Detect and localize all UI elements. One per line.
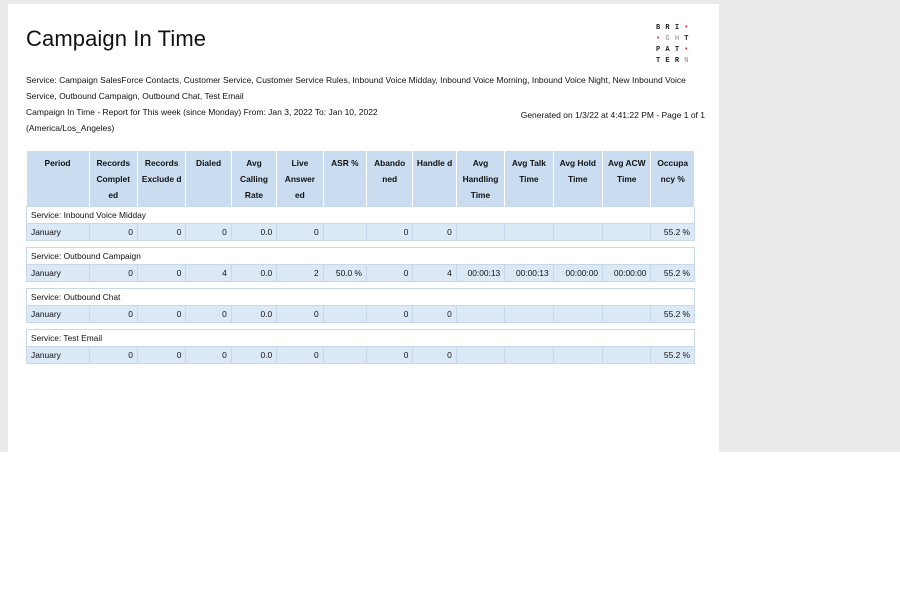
spacer-cell xyxy=(27,241,695,248)
table-cell xyxy=(456,306,504,323)
table-cell: 0.0 xyxy=(231,224,276,241)
table-cell: 0 xyxy=(366,224,412,241)
column-header: Avg ACW Time xyxy=(603,151,651,207)
service-group-row xyxy=(27,207,695,224)
group-spacer xyxy=(27,323,695,330)
table-cell xyxy=(603,306,651,323)
column-header: Dialed xyxy=(186,151,231,207)
table-cell xyxy=(505,347,553,364)
table-cell xyxy=(603,224,651,241)
table-cell xyxy=(505,306,553,323)
table-cell xyxy=(505,224,553,241)
table-row xyxy=(27,265,695,282)
table-cell xyxy=(323,306,366,323)
report-title: Campaign In Time xyxy=(26,26,207,51)
column-header: Abando ned xyxy=(366,151,412,207)
table-cell: 0 xyxy=(366,306,412,323)
group-spacer xyxy=(27,282,695,289)
column-header: Avg Handling Time xyxy=(456,151,504,207)
table-cell: 00:00:00 xyxy=(603,265,651,282)
table-cell: 0 xyxy=(413,224,456,241)
service-group-row xyxy=(27,248,695,265)
table-cell: 0 xyxy=(186,347,231,364)
table-cell xyxy=(553,306,602,323)
table-cell: 00:00:13 xyxy=(456,265,504,282)
column-header: Avg Hold Time xyxy=(553,151,602,207)
column-header: Records Exclude d xyxy=(137,151,185,207)
service-group-label: Service: Outbound Chat xyxy=(27,289,695,306)
table-row xyxy=(27,306,695,323)
services-filter-text: Service: Campaign SalesForce Contacts, Customer Service, Customer Service Rules, Inbound Voice Midday, Inbound Voice Morning, Inbound Voice Night, New Inbound Voice Service, Outbound Campaign, Outbound Chat, Test Email xyxy=(26,75,686,101)
table-cell: 00:00:13 xyxy=(505,265,553,282)
table-cell: 0.0 xyxy=(231,306,276,323)
table-cell xyxy=(323,347,366,364)
table-cell xyxy=(456,347,504,364)
table-cell: 0.0 xyxy=(231,347,276,364)
logo-row: BRI• xyxy=(656,24,694,32)
service-group-label: Service: Outbound Campaign xyxy=(27,248,695,265)
table-row xyxy=(27,347,695,364)
table-cell xyxy=(323,224,366,241)
table-cell: January xyxy=(27,306,90,323)
table-header-row xyxy=(27,151,695,207)
table-row xyxy=(27,224,695,241)
table-cell: 55.2 % xyxy=(651,347,695,364)
table-cell: 0 xyxy=(89,265,137,282)
table-cell: 0 xyxy=(366,265,412,282)
table-cell: 55.2 % xyxy=(651,265,695,282)
table-cell: 0 xyxy=(89,347,137,364)
service-group-label: Service: Test Email xyxy=(27,330,695,347)
table-cell: 0 xyxy=(137,265,185,282)
service-group-label: Service: Inbound Voice Midday xyxy=(27,207,695,224)
column-header: Avg Calling Rate xyxy=(231,151,276,207)
logo-row: TERN xyxy=(656,57,694,65)
spacer-cell xyxy=(27,323,695,330)
table-cell: 4 xyxy=(413,265,456,282)
table-cell: 0 xyxy=(277,306,323,323)
table-cell: 55.2 % xyxy=(651,224,695,241)
logo-row: PAT• xyxy=(656,46,694,54)
column-header: Handle d xyxy=(413,151,456,207)
generated-timestamp: Generated on 1/3/22 at 4:41:22 PM - Page 1 of 1 xyxy=(520,110,705,120)
table-cell: 0 xyxy=(413,347,456,364)
table-cell: 0 xyxy=(137,347,185,364)
table-cell: 0 xyxy=(413,306,456,323)
table-cell: 0 xyxy=(277,224,323,241)
table-cell: January xyxy=(27,265,90,282)
column-header: Period xyxy=(27,151,90,207)
table-cell xyxy=(603,347,651,364)
column-header: Occupa ncy % xyxy=(651,151,695,207)
table-cell: 0 xyxy=(366,347,412,364)
logo-row: •GHT xyxy=(656,35,694,43)
table-cell: 0 xyxy=(137,306,185,323)
service-group-row xyxy=(27,330,695,347)
spacer-cell xyxy=(27,282,695,289)
table-cell: 0 xyxy=(137,224,185,241)
table-cell: 0 xyxy=(89,306,137,323)
table-cell: 0 xyxy=(186,224,231,241)
report-period-text: Campaign In Time - Report for This week (since Monday) From: Jan 3, 2022 To: Jan 10, 2022 (America/Los_Angeles) xyxy=(26,107,378,133)
table-cell xyxy=(553,224,602,241)
column-header: Live Answer ed xyxy=(277,151,323,207)
table-cell: 4 xyxy=(186,265,231,282)
column-header: ASR % xyxy=(323,151,366,207)
table-cell xyxy=(553,347,602,364)
table-cell: 00:00:00 xyxy=(553,265,602,282)
table-cell: 2 xyxy=(277,265,323,282)
column-header: Records Complet ed xyxy=(89,151,137,207)
table-cell: 50.0 % xyxy=(323,265,366,282)
service-group-row xyxy=(27,289,695,306)
group-spacer xyxy=(27,241,695,248)
table-cell: 0 xyxy=(186,306,231,323)
table-cell: 0 xyxy=(277,347,323,364)
table-cell: 55.2 % xyxy=(651,306,695,323)
bright-pattern-logo xyxy=(656,23,706,67)
report-table xyxy=(26,151,695,364)
column-header: Avg Talk Time xyxy=(505,151,553,207)
table-cell: January xyxy=(27,224,90,241)
table-cell: January xyxy=(27,347,90,364)
table-cell: 0.0 xyxy=(231,265,276,282)
table-cell xyxy=(456,224,504,241)
report-page xyxy=(8,4,719,452)
table-cell: 0 xyxy=(89,224,137,241)
